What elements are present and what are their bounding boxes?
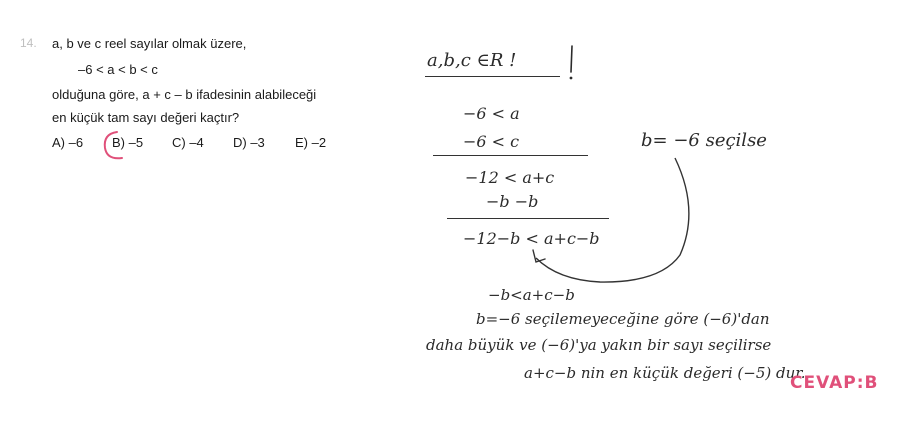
exclamation-mark-dot — [570, 77, 573, 80]
answer-label: CEVAP:B — [790, 373, 879, 393]
hw-line-d: a+c−b nin en küçük değeri (−5) dur. — [524, 364, 806, 382]
option-b[interactable]: B) –5 — [112, 135, 144, 150]
question-line-1: a, b ve c reel sayılar olmak üzere, — [52, 36, 247, 51]
hw-sum: −12 < a+c — [465, 168, 555, 187]
hw-b-note: b= −6 seçilse — [641, 130, 767, 151]
hw-line-a: −b<a+c−b — [488, 286, 575, 304]
hw-ineq-a: −6 < a — [463, 104, 520, 123]
hw-header: a,b,c ∈R ! — [427, 50, 517, 71]
exclamation-mark-stroke — [571, 46, 572, 72]
question-inequality: –6 < a < b < c — [78, 62, 158, 77]
question-number: 14. — [20, 36, 37, 50]
hw-line-b: b=−6 seçilemeyeceğine göre (−6)'dan — [476, 310, 770, 328]
curved-arrow — [536, 158, 689, 282]
hw-line-c: daha büyük ve (−6)'ya yakın bir sayı seçilirse — [426, 336, 772, 354]
option-e[interactable]: E) –2 — [295, 135, 327, 150]
option-d[interactable]: D) –3 — [233, 135, 265, 150]
option-c[interactable]: C) –4 — [172, 135, 204, 150]
hw-result: −12−b < a+c−b — [463, 229, 600, 248]
hw-minus-b: −b −b — [486, 192, 539, 211]
question-line-4: en küçük tam sayı değeri kaçtır? — [52, 110, 240, 125]
option-b-circle-mark — [105, 132, 122, 158]
question-line-3: olduğuna göre, a + c – b ifadesinin alabileceği — [52, 87, 317, 102]
hw-ineq-c: −6 < c — [463, 132, 520, 151]
option-a[interactable]: A) –6 — [52, 135, 84, 150]
